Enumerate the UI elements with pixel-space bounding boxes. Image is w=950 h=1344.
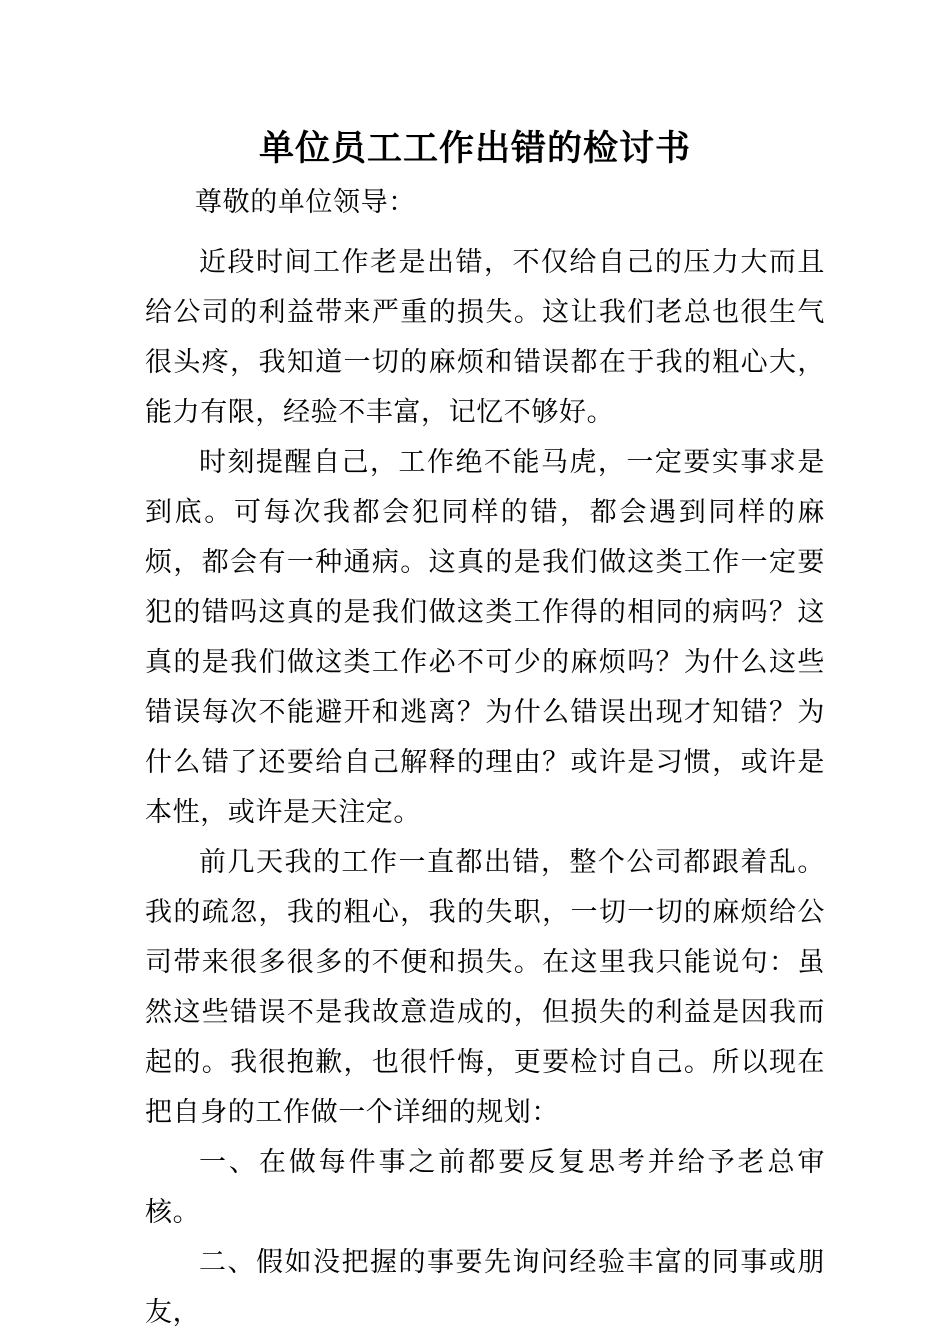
paragraph-2: 时刻提醒自己，工作绝不能马虎，一定要实事求是到底。可每次我都会犯同样的错，都会遇到同样的麻烦，都会有一种通病。这真的是我们做这类工作一定要犯的错吗这真的是我们做这类工作得的相同的病吗？这真的是我们做这类工作必不可少的麻烦吗？为什么这些错误每次不能避开和逃离？为什么错误出现才知错？为什么错了还要给自己解释的理由？或许是习惯，或许是本性，或许是天注定。	[145, 447, 825, 828]
list-item-2: 二、假如没把握的事要先询问经验丰富的同事或朋友，	[145, 1247, 825, 1328]
list-item-1: 一、在做每件事之前都要反复思考并给予老总审核。	[145, 1147, 825, 1228]
salutation: 尊敬的单位领导：	[195, 187, 416, 218]
paragraph-1: 近段时间工作老是出错，不仅给自己的压力大而且给公司的利益带来严重的损失。这让我们老总也很生气很头疼，我知道一切的麻烦和错误都在于我的粗心大，能力有限，经验不丰富，记忆不够好。	[145, 247, 825, 428]
paragraph-3: 前几天我的工作一直都出错，整个公司都跟着乱。我的疏忽，我的粗心，我的失职，一切一切的麻烦给公司带来很多很多的不便和损失。在这里我只能说句：虽然这些错误不是我故意造成的，但损失的利益是因我而起的。我很抱歉，也很忏悔，更要检讨自己。所以现在把自身的工作做一个详细的规划：	[145, 847, 825, 1128]
document-title: 单位员工工作出错的检讨书	[258, 129, 691, 169]
document-body	[145, 178, 825, 1338]
